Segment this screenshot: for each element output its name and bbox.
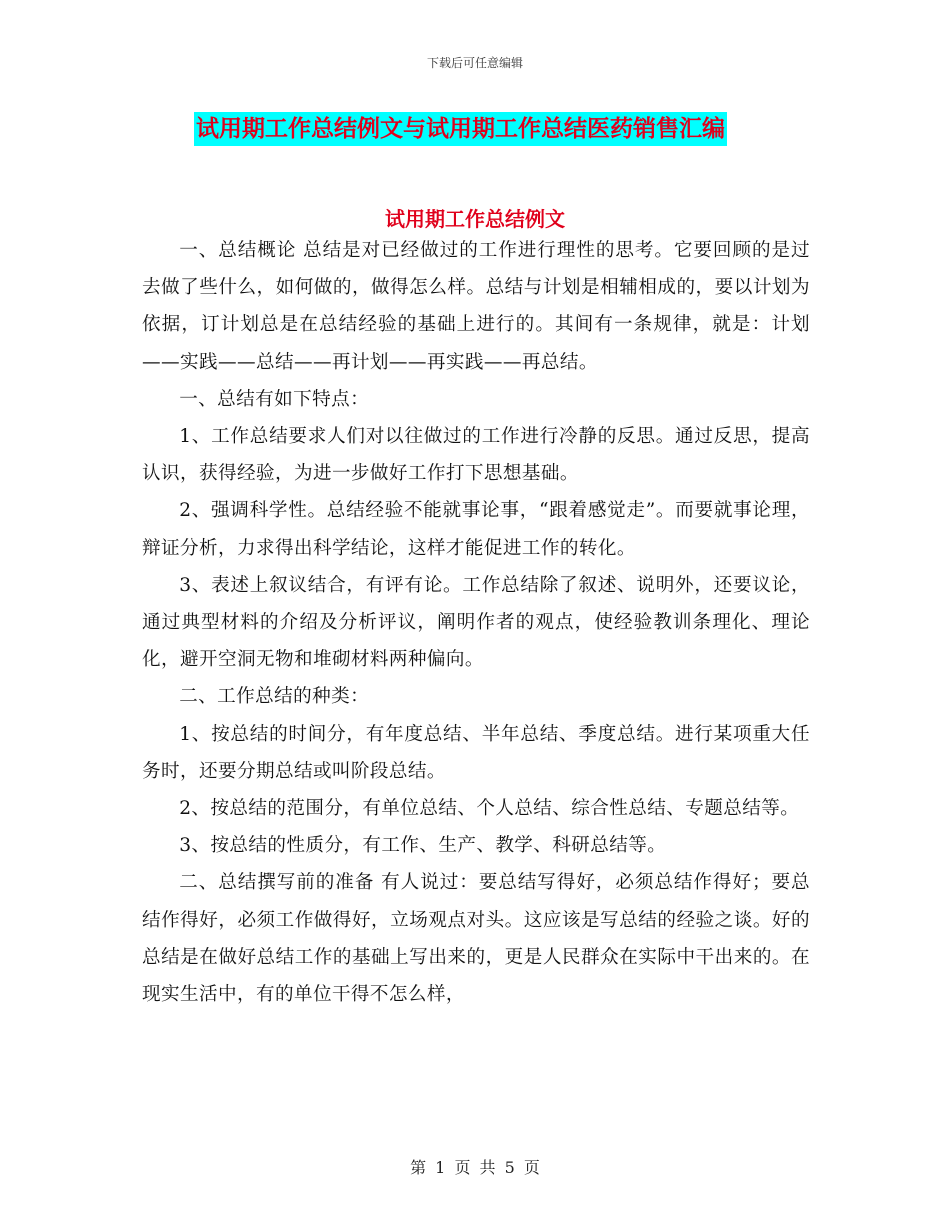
document-body — [142, 214, 810, 1013]
paragraph-types-heading: 二、工作总结的种类： — [179, 686, 370, 708]
paragraph-type-2: 2、按总结的范围分，有单位总结、个人总结、综合性总结、专题总结等。 — [179, 798, 800, 820]
paragraph-feature-1: 1、工作总结要求人们对以往做过的工作进行冷静的反思。通过反思，提高认识，获得经验，为进一步做好工作打下思想基础。 — [142, 426, 810, 485]
paragraph-type-1: 1、按总结的时间分，有年度总结、半年总结、季度总结。进行某项重大任务时，还要分期总结或叫阶段总结。 — [142, 723, 810, 782]
paragraph-preparation: 二、总结撰写前的准备 有人说过：要总结写得好，必须总结作得好；要总结作得好，必须工作做得好，立场观点对头。这应该是写总结的经验之谈。好的总结是在做好总结工作的基础上写出来的，更是人民群众在实际中干出来的。在现实生活中，有的单位干得不怎么样， — [142, 872, 810, 1006]
paragraph-overview: 一、总结概论 总结是对已经做过的工作进行理性的思考。它要回顾的是过去做了些什么，如何做的，做得怎么样。总结与计划是相辅相成的，要以计划为依据，订计划总是在总结经验的基础上进行的。其间有一条规律，就是：计划——实践——总结——再计划——再实践——再总结。 — [142, 240, 810, 373]
section-title: 试用期工作总结例文 — [385, 207, 565, 231]
paragraph-feature-2: 2、强调科学性。总结经验不能就事论事，“跟着感觉走”。而要就事论理，辩证分析，力求得出科学结论，这样才能促进工作的转化。 — [142, 500, 810, 559]
document-title: 试用期工作总结例文与试用期工作总结医药销售汇编 — [194, 112, 727, 146]
paragraph-type-3: 3、按总结的性质分，有工作、生产、教学、科研总结等。 — [179, 835, 667, 857]
paragraph-feature-3: 3、表述上叙议结合，有评有论。工作总结除了叙述、说明外，还要议论，通过典型材料的介绍及分析评议，阐明作者的观点，使经验教训条理化、理论化，避开空洞无物和堆砌材料两种偏向。 — [142, 574, 810, 671]
paragraph-features-heading: 一、总结有如下特点： — [179, 388, 370, 410]
page-footer: 第 1 页 共 5 页 — [410, 1158, 540, 1177]
header-note: 下载后可任意编辑 — [426, 56, 523, 70]
